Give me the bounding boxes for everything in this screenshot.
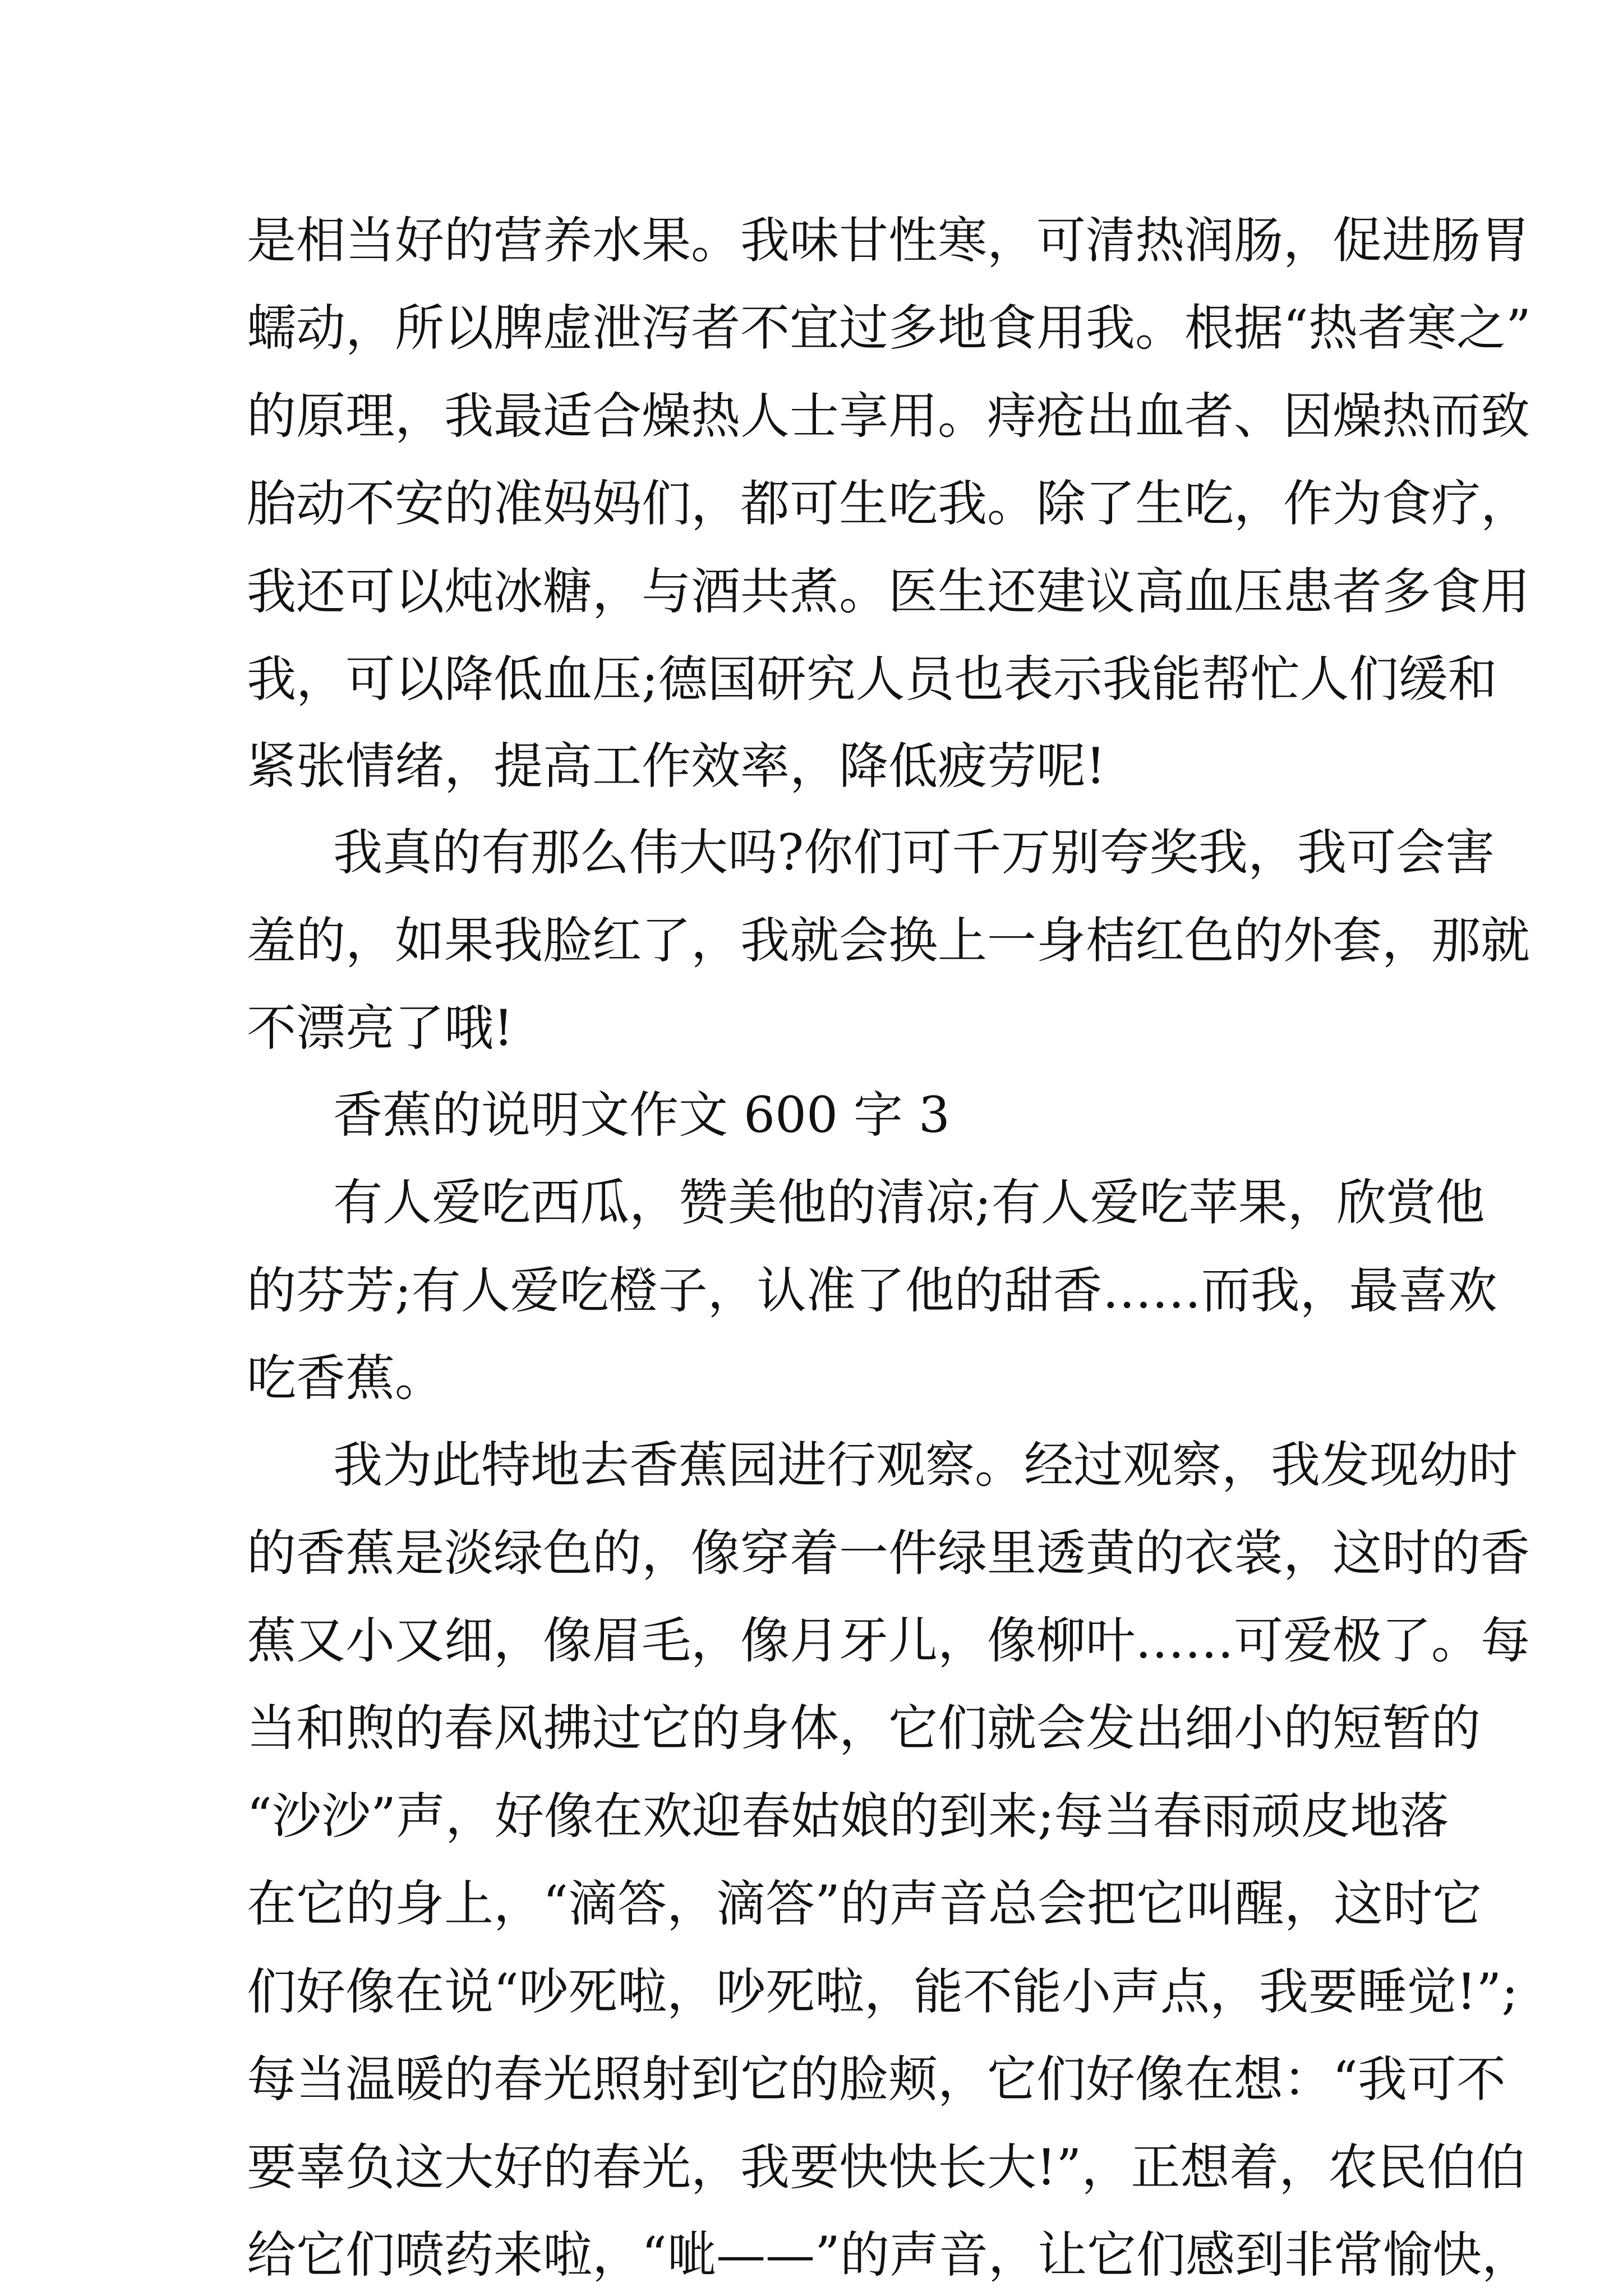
paragraph-1-line-7: 紧张情绪，提高工作效率，降低疲劳呢! [247,737,1106,795]
paragraph-1-line-6: 我，可以降低血压;德国研究人员也表示我能帮忙人们缓和 [247,650,1497,708]
section-heading: 香蕉的说明文作文 600 字 3 [333,1085,950,1144]
paragraph-2-line-2: 羞的，如果我脸红了，我就会换上一身桔红色的外套，那就 [247,911,1530,969]
paragraph-4-line-7: 们好像在说“吵死啦，吵死啦，能不能小声点，我要睡觉!”; [247,1962,1518,2021]
paragraph-4-line-3: 蕉又小又细，像眉毛，像月牙儿，像柳叶……可爱极了。每 [247,1611,1530,1669]
paragraph-4-line-8: 每当温暖的春光照射到它的脸颊，它们好像在想：“我可不 [247,2050,1506,2109]
paragraph-1-line-2: 蠕动，所以脾虚泄泻者不宜过多地食用我。根据“热者寒之” [247,299,1531,357]
paragraph-4-line-5: “沙沙”声，好像在欢迎春姑娘的到来;每当春雨顽皮地落 [247,1787,1449,1845]
paragraph-4-line-6: 在它的身上，“滴答，滴答”的声音总会把它叫醒，这时它 [247,1875,1482,1933]
paragraph-3-line-1: 有人爱吃西瓜，赞美他的清凉;有人爱吃苹果，欣赏他 [333,1174,1485,1232]
paragraph-4-line-10: 给它们喷药来啦，“呲——”的声音，让它们感到非常愉快， [247,2226,1531,2284]
paragraph-3-line-3: 吃香蕉。 [247,1349,445,1407]
paragraph-2-line-1: 我真的有那么伟大吗?你们可千万别夸奖我，我可会害 [333,823,1495,882]
paragraph-4-line-2: 的香蕉是淡绿色的，像穿着一件绿里透黄的衣裳，这时的香 [247,1524,1530,1582]
paragraph-4-line-4: 当和煦的春风拂过它的身体，它们就会发出细小的短暂的 [247,1699,1481,1757]
paragraph-4-line-1: 我为此特地去香蕉园进行观察。经过观察，我发现幼时 [333,1436,1518,1494]
paragraph-2-line-3: 不漂亮了哦! [247,999,514,1057]
paragraph-4-line-9: 要辜负这大好的春光，我要快快长大!”，正想着，农民伯伯 [247,2138,1526,2196]
paragraph-1-line-1: 是相当好的营养水果。我味甘性寒，可清热润肠，促进肠胃 [247,211,1530,269]
paragraph-1-line-4: 胎动不安的准妈妈们，都可生吃我。除了生吃，作为食疗， [247,475,1530,533]
paragraph-1-line-3: 的原理，我最适合燥热人士享用。痔疮出血者、因燥热而致 [247,386,1530,445]
paragraph-1-line-5: 我还可以炖冰糖，与酒共煮。医生还建议高血压患者多食用 [247,562,1530,620]
paragraph-3-line-2: 的芬芳;有人爱吃橙子，认准了他的甜香……而我，最喜欢 [247,1261,1497,1319]
